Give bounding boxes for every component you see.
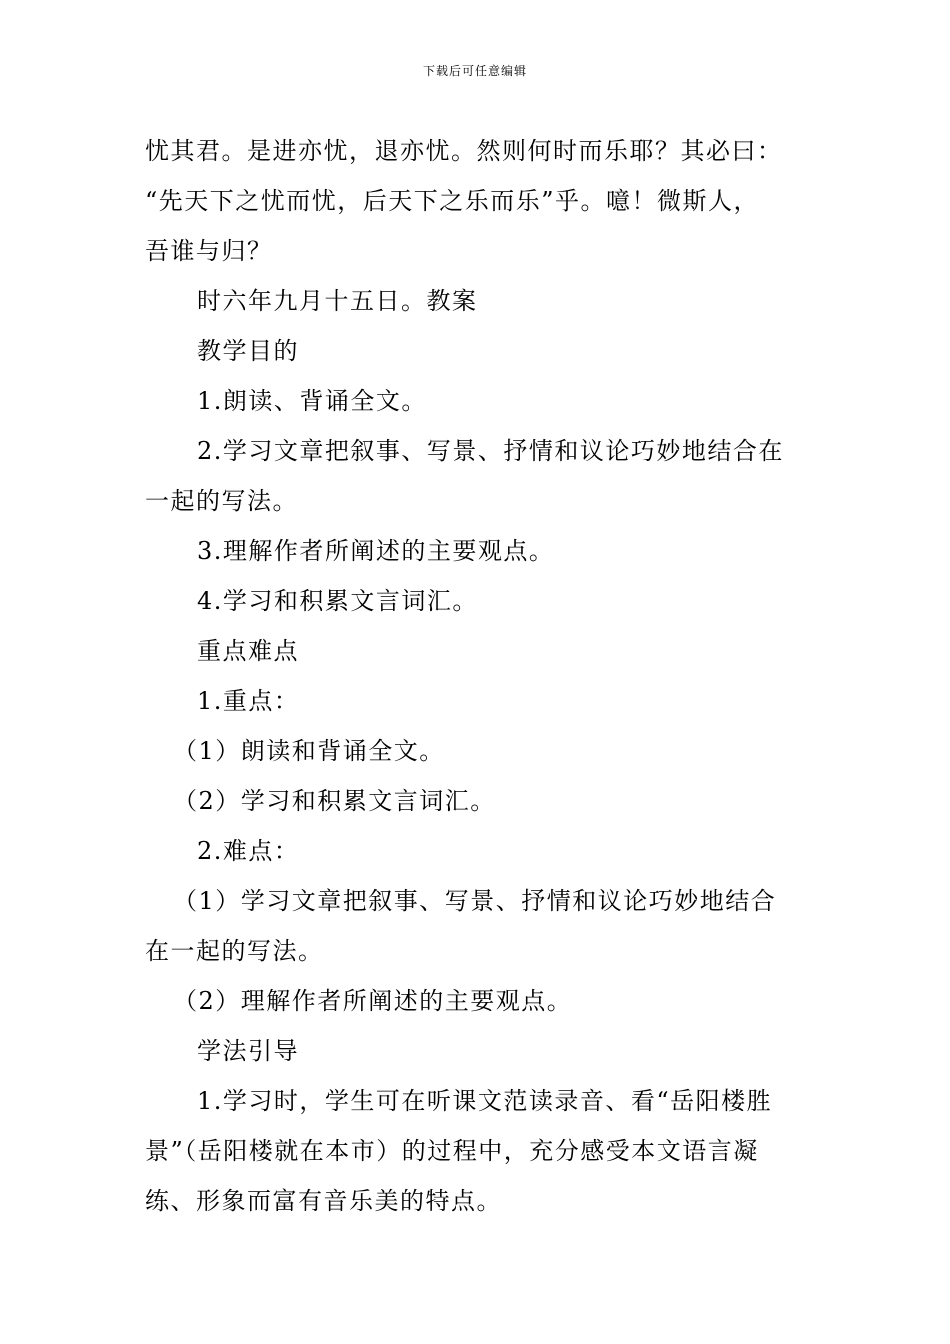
text-line: “先天下之忧而忧，后天下之乐而乐”乎。噫！微斯人， bbox=[145, 187, 760, 215]
document-body bbox=[145, 126, 809, 1226]
list-item: 4.学习和积累文言词汇。 bbox=[197, 587, 478, 615]
sub-list-item: （2）理解作者所阐述的主要观点。 bbox=[173, 987, 573, 1015]
sub-list-item: （1）朗读和背诵全文。 bbox=[173, 737, 445, 765]
text-line: 时六年九月十五日。教案 bbox=[197, 287, 478, 315]
sub-list-item: （1）学习文章把叙事、写景、抒情和议论巧妙地结合 bbox=[173, 887, 777, 915]
page-header: 下载后可任意编辑 bbox=[422, 64, 527, 78]
list-item-continuation: 一起的写法。 bbox=[145, 487, 298, 515]
list-item: 2.难点： bbox=[197, 837, 300, 865]
list-item: 1.学习时，学生可在听课文范读录音、看“岳阳楼胜 bbox=[197, 1087, 773, 1115]
section-heading: 学法引导 bbox=[197, 1037, 299, 1065]
list-item-continuation: 景”（岳阳楼就在本市）的过程中，充分感受本文语言凝 bbox=[145, 1137, 759, 1165]
text-line: 吾谁与归？ bbox=[145, 237, 273, 265]
list-item-continuation: 练、形象而富有音乐美的特点。 bbox=[145, 1187, 502, 1215]
sub-list-item: （2）学习和积累文言词汇。 bbox=[173, 787, 496, 815]
section-heading: 教学目的 bbox=[197, 337, 299, 365]
list-item: 1.重点： bbox=[197, 687, 300, 715]
sub-list-item-continuation: 在一起的写法。 bbox=[145, 937, 324, 965]
list-item: 1.朗读、背诵全文。 bbox=[197, 387, 427, 415]
section-heading: 重点难点 bbox=[197, 637, 299, 665]
list-item: 2.学习文章把叙事、写景、抒情和议论巧妙地结合在 bbox=[197, 437, 784, 465]
text-line: 忧其君。是进亦忧，退亦忧。然则何时而乐耶？其必曰： bbox=[145, 137, 783, 165]
list-item: 3.理解作者所阐述的主要观点。 bbox=[197, 537, 555, 565]
